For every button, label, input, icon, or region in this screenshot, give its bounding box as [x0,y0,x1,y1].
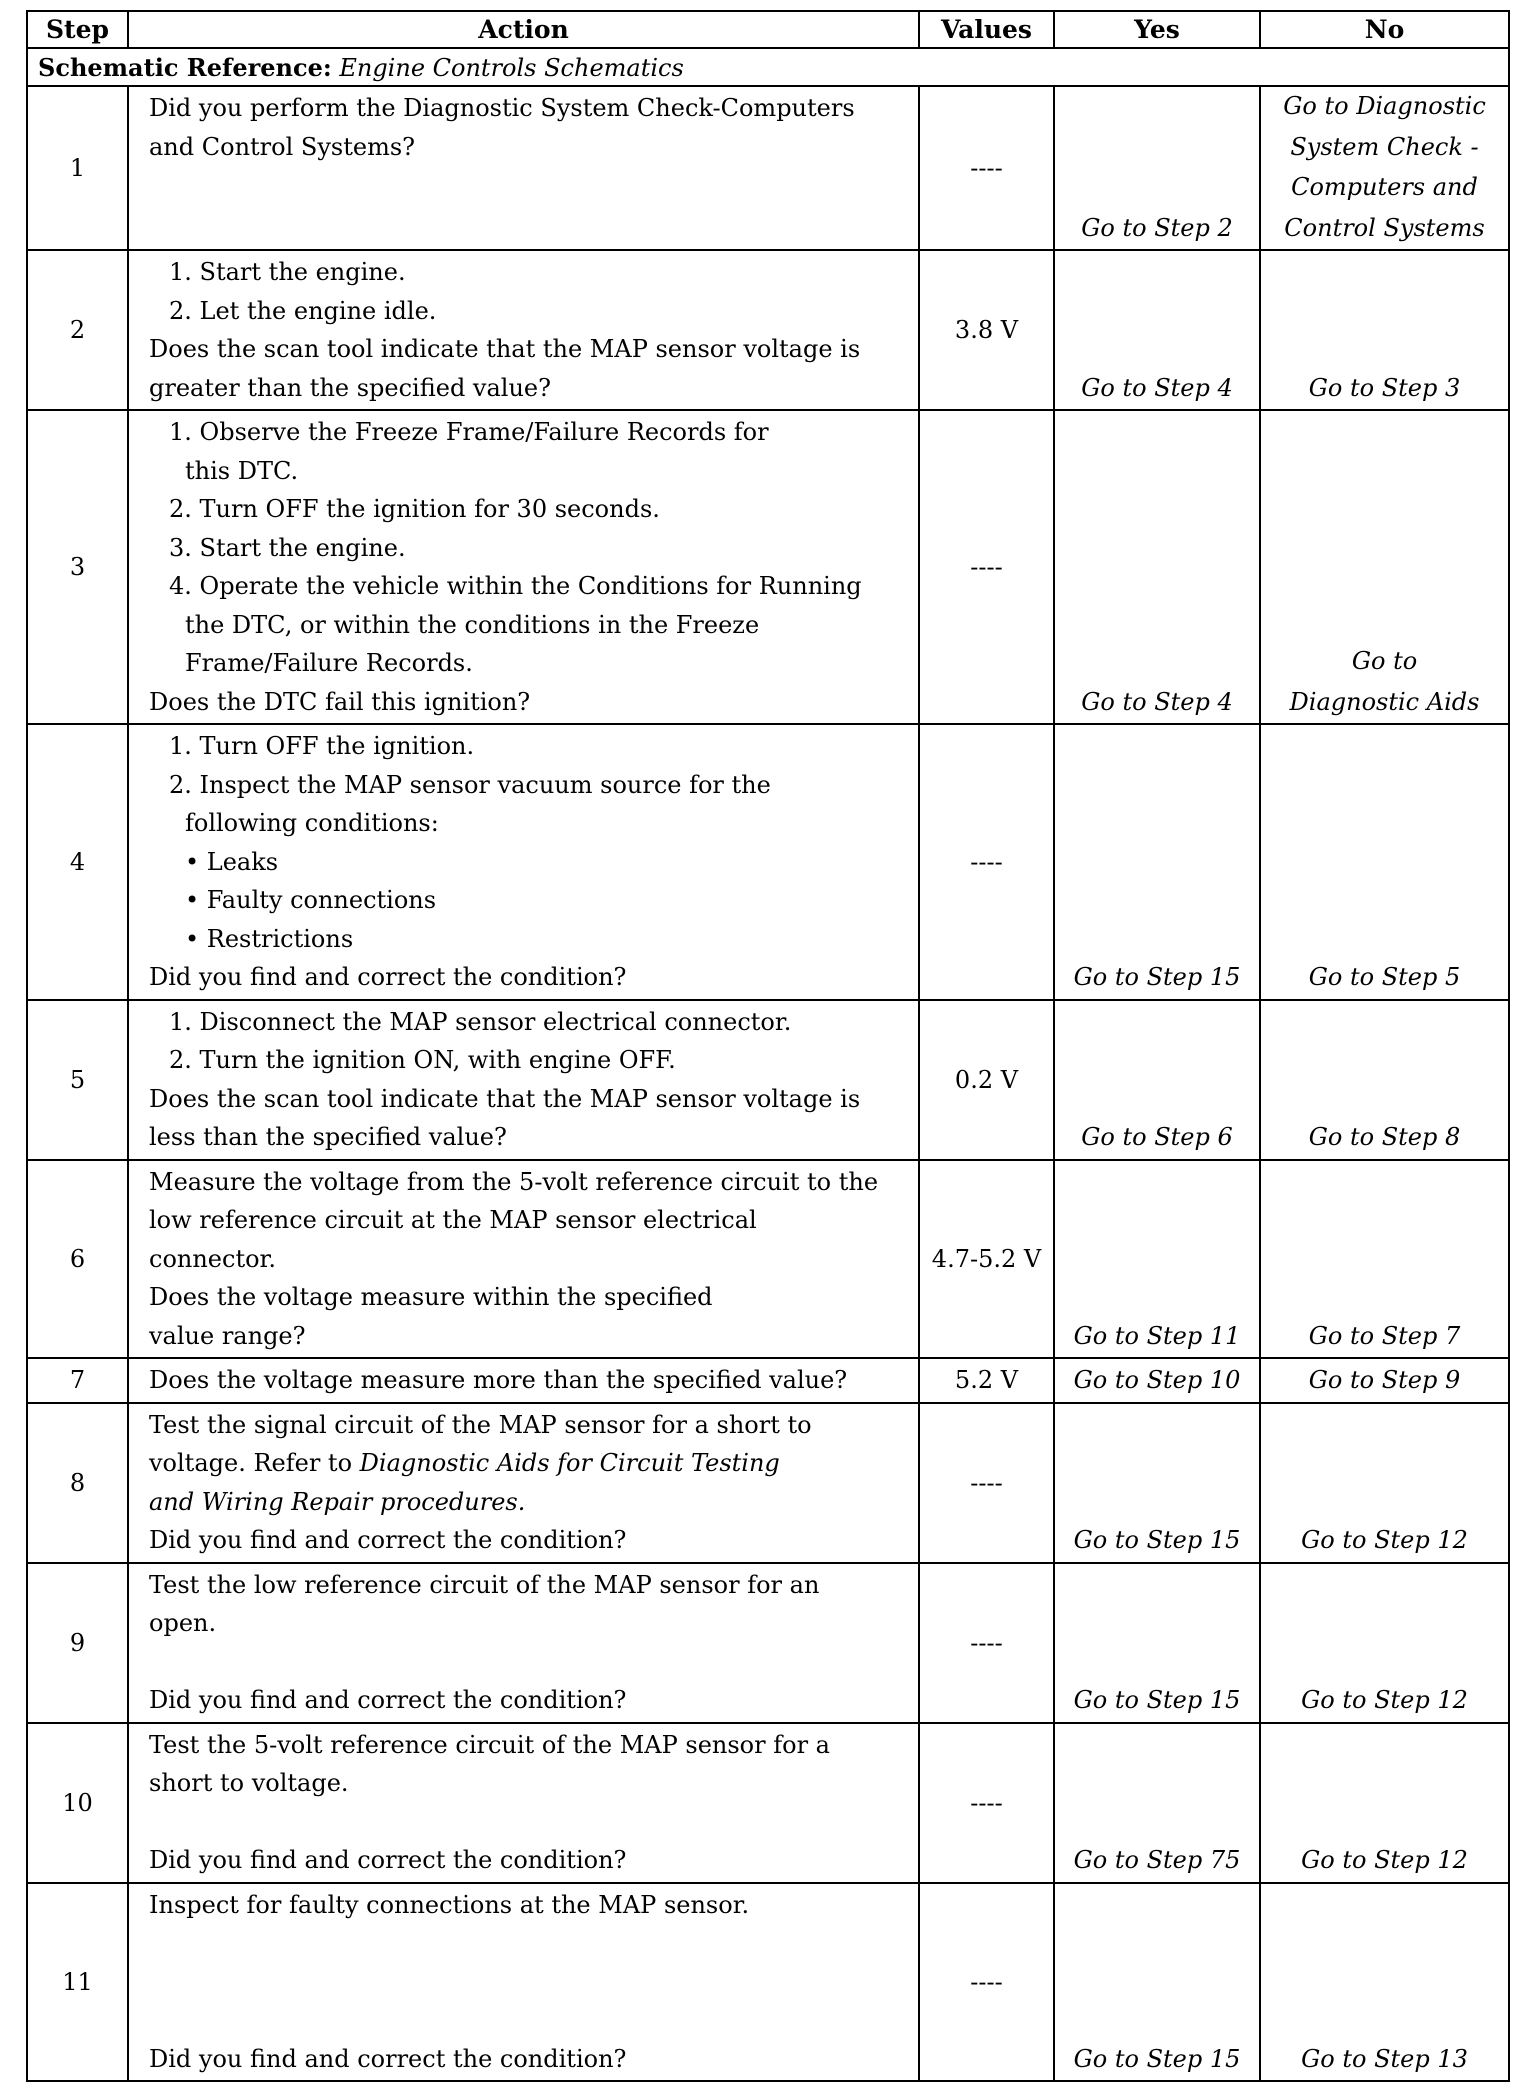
action-text [129,725,918,999]
action-text-segment: voltage. Refer to [149,1449,360,1477]
yes-outcome-text: Go to Step 2 [1081,213,1233,242]
step-number: 7 [27,1358,128,1403]
no-outcome [1260,86,1509,250]
action-line [149,1118,910,1157]
yes-outcome [1054,1000,1260,1160]
action-line [149,166,910,205]
yes-outcome [1054,724,1260,1000]
action-text-segment: Test the low reference circuit of the MAP sensor for an [149,1570,820,1599]
values-cell: 4.7-5.2 V [919,1160,1054,1359]
no-outcome [1260,1000,1509,1160]
action-line [149,1444,910,1483]
action-text-segment: connector. [149,1244,277,1273]
action-cell [128,250,919,410]
action-text-segment: Frame/Failure Records. [185,649,473,677]
action-text-segment: Did you find and correct the condition? [149,1686,627,1714]
action-text-segment: greater than the specified value? [149,373,551,402]
values-cell: 3.8 V [919,250,1054,410]
values-cell: ---- [919,1563,1054,1723]
step-number: 5 [27,1000,128,1160]
action-text-segment: 2. Let the engine idle. [169,296,437,325]
step-row [27,1563,1509,1723]
action-line [149,1643,910,1682]
action-text-segment: 3. Start the engine. [169,533,406,562]
action-line [149,253,910,292]
no-outcome [1260,1160,1509,1359]
yes-outcome [1054,86,1260,250]
no-outcome [1260,410,1509,724]
step-row [27,86,1509,250]
no-outcome-line: Go to Step 12 [1301,1686,1468,1714]
no-outcome [1260,250,1509,410]
yes-outcome-text: Go to Step 11 [1073,1321,1241,1350]
action-text-segment: 1. Start the engine. [169,258,406,286]
action-text [129,1564,918,1722]
action-text [129,1404,918,1562]
action-line [149,843,910,882]
no-outcome-line: Go to Step 8 [1308,1123,1461,1151]
action-text-segment: • Leaks [185,847,279,876]
no-outcome-line: System Check - [1290,132,1479,161]
action-text [129,87,918,245]
yes-outcome-text: Go to Step 15 [1073,1526,1241,1554]
action-line [149,1483,910,1522]
values-cell: ---- [919,410,1054,724]
values-cell: ---- [919,1723,1054,1883]
no-outcome-line: Go to Step 13 [1301,2044,1468,2073]
values-cell: ---- [919,1403,1054,1563]
action-text [129,1724,918,1882]
step-row [27,1358,1509,1403]
no-outcome [1260,1358,1509,1403]
action-line [149,1726,910,1765]
yes-outcome [1054,1358,1260,1403]
yes-outcome-text: Go to Step 4 [1081,687,1233,716]
header-yes: Yes [1054,11,1260,48]
action-text [129,411,918,723]
no-outcome [1260,1563,1509,1723]
action-line [149,2040,910,2079]
yes-outcome-text: Go to Step 15 [1073,1686,1241,1714]
action-line [149,1361,910,1400]
header-no: No [1260,11,1509,48]
diagnostic-table [26,10,1510,2082]
action-text-segment: 2. Inspect the MAP sensor vacuum source for the [169,770,771,799]
action-line [149,644,910,683]
action-line [149,128,910,167]
step-row [27,1160,1509,1359]
action-text-segment: Does the scan tool indicate that the MAP sensor voltage is [149,1084,861,1113]
action-line [149,452,910,491]
yes-outcome-text: Go to Step 10 [1073,1366,1241,1394]
action-line [149,2001,910,2040]
step-row [27,724,1509,1000]
action-text-segment: less than the specified value? [149,1123,507,1151]
step-row [27,1000,1509,1160]
action-text-segment: this DTC. [185,456,299,485]
step-number: 3 [27,410,128,724]
no-outcome-line: Go to Diagnostic [1283,92,1486,120]
action-text-segment: 2. Turn the ignition ON, with engine OFF. [169,1046,676,1074]
step-row [27,1723,1509,1883]
action-text-segment: • Faulty connections [185,886,437,914]
action-text [129,1359,918,1402]
header-step: Step [27,11,128,48]
header-row [27,11,1509,48]
action-text-segment: and Control Systems? [149,132,416,161]
action-line [149,413,910,452]
action-text-segment: • Restrictions [185,924,354,953]
yes-outcome [1054,250,1260,410]
yes-outcome [1054,1160,1260,1359]
values-cell: ---- [919,724,1054,1000]
step-number: 11 [27,1883,128,2082]
step-number: 10 [27,1723,128,1883]
step-row [27,1883,1509,2082]
action-cell [128,724,919,1000]
action-text-segment: short to voltage. [149,1769,349,1797]
step-number: 9 [27,1563,128,1723]
yes-outcome-text: Go to Step 15 [1073,963,1241,991]
action-text-segment: and Wiring Repair procedures. [149,1487,526,1516]
action-text-segment: Did you find and correct the condition? [149,2044,627,2073]
schematic-reference [27,48,1509,86]
action-line [149,1521,910,1560]
action-line [149,292,910,331]
action-cell [128,1723,919,1883]
action-cell [128,1403,919,1563]
header-values: Values [919,11,1054,48]
action-line [149,1681,910,1720]
action-text-segment: Did you find and correct the condition? [149,963,627,991]
action-line [149,1803,910,1842]
action-text [129,1001,918,1159]
step-row [27,250,1509,410]
action-cell [128,1160,919,1359]
action-line [149,683,910,722]
action-line [149,1566,910,1605]
action-line [149,1278,910,1317]
no-outcome-line: Computers and [1291,173,1478,201]
action-line [149,1406,910,1445]
action-line [149,958,910,997]
action-line [149,1841,910,1880]
step-row [27,1403,1509,1563]
action-cell [128,410,919,724]
yes-outcome-text: Go to Step 75 [1073,1846,1241,1874]
step-row [27,410,1509,724]
action-text-segment: Does the DTC fail this ignition? [149,687,531,716]
no-outcome-line: Go to Step 3 [1308,373,1461,402]
yes-outcome [1054,1883,1260,2082]
action-text [129,251,918,409]
no-outcome [1260,1883,1509,2082]
no-outcome-line: Go to Step 12 [1301,1846,1468,1874]
action-text [129,1884,918,2081]
action-text-segment: 2. Turn OFF the ignition for 30 seconds. [169,495,660,523]
action-cell [128,1000,919,1160]
no-outcome-line: Diagnostic Aids [1289,687,1480,716]
action-text-segment: Does the voltage measure within the specified [149,1283,713,1311]
action-text-segment: open. [149,1609,217,1637]
schematic-reference-row [27,48,1509,86]
action-line [149,490,910,529]
yes-outcome-text: Go to Step 15 [1073,2044,1241,2073]
action-line [149,369,910,408]
action-text-segment: 4. Operate the vehicle within the Conditions for Running [169,572,862,600]
action-line [149,1201,910,1240]
action-line [149,881,910,920]
action-text-segment: low reference circuit at the MAP sensor electrical [149,1206,757,1234]
yes-outcome [1054,1723,1260,1883]
action-line [149,920,910,959]
action-text-segment: Inspect for faulty connections at the MAP sensor. [149,1890,750,1919]
action-line [149,727,910,766]
action-line [149,1963,910,2002]
action-line [149,1163,910,1202]
action-cell [128,1358,919,1403]
values-cell: 0.2 V [919,1000,1054,1160]
no-outcome [1260,1403,1509,1563]
step-number: 8 [27,1403,128,1563]
action-text-segment: value range? [149,1321,306,1350]
action-text-segment: Does the voltage measure more than the specified value? [149,1366,848,1394]
action-line [149,1041,910,1080]
yes-outcome [1054,1563,1260,1723]
header-action: Action [128,11,919,48]
schematic-reference-value: Engine Controls Schematics [339,53,684,82]
values-cell: ---- [919,86,1054,250]
action-line [149,1924,910,1963]
table-body [27,48,1509,2081]
action-text-segment: Measure the voltage from the 5-volt reference circuit to the [149,1167,879,1196]
no-outcome-line: Go to Step 9 [1308,1366,1461,1394]
action-line [149,1764,910,1803]
action-text-segment: Test the 5-volt reference circuit of the MAP sensor for a [149,1730,830,1759]
no-outcome-line: Go to Step 5 [1308,963,1461,991]
values-cell: 5.2 V [919,1358,1054,1403]
action-text-segment: Did you perform the Diagnostic System Check-Computers [149,94,855,122]
action-text-segment: Did you find and correct the condition? [149,1526,627,1554]
action-text-segment: 1. Disconnect the MAP sensor electrical connector. [169,1007,792,1036]
action-text-segment: Test the signal circuit of the MAP sensor for a short to [149,1410,812,1439]
action-line [149,1003,910,1042]
yes-outcome [1054,410,1260,724]
action-line [149,1886,910,1925]
action-text-segment: following conditions: [185,809,439,837]
action-line [149,606,910,645]
step-number: 1 [27,86,128,250]
step-number: 4 [27,724,128,1000]
action-line [149,1317,910,1356]
action-line [149,766,910,805]
action-text-segment: 1. Turn OFF the ignition. [169,732,475,760]
yes-outcome-text: Go to Step 6 [1081,1123,1233,1151]
action-text-segment: the DTC, or within the conditions in the Freeze [185,610,760,639]
action-line [149,1240,910,1279]
action-cell [128,1563,919,1723]
action-cell [128,86,919,250]
no-outcome [1260,1723,1509,1883]
action-line [149,330,910,369]
action-text-segment: Did you find and correct the condition? [149,1846,627,1874]
action-line [149,89,910,128]
yes-outcome [1054,1403,1260,1563]
action-line [149,804,910,843]
no-outcome-line: Go to Step 7 [1308,1321,1461,1350]
step-number: 2 [27,250,128,410]
action-text-segment: Diagnostic Aids for Circuit Testing [359,1449,780,1477]
action-line [149,529,910,568]
action-text [129,1161,918,1358]
step-number: 6 [27,1160,128,1359]
values-cell: ---- [919,1883,1054,2082]
schematic-reference-label: Schematic Reference: [38,52,332,82]
no-outcome-line: Control Systems [1284,213,1485,242]
action-text-segment: 1. Observe the Freeze Frame/Failure Records for [169,418,769,446]
action-line [149,1080,910,1119]
no-outcome-line: Go to Step 12 [1301,1526,1468,1554]
no-outcome-line: Go to [1351,647,1418,675]
action-cell [128,1883,919,2082]
action-line [149,1604,910,1643]
yes-outcome-text: Go to Step 4 [1081,373,1233,402]
action-text-segment: Does the scan tool indicate that the MAP sensor voltage is [149,335,861,363]
action-line [149,567,910,606]
no-outcome [1260,724,1509,1000]
action-line [149,205,910,244]
